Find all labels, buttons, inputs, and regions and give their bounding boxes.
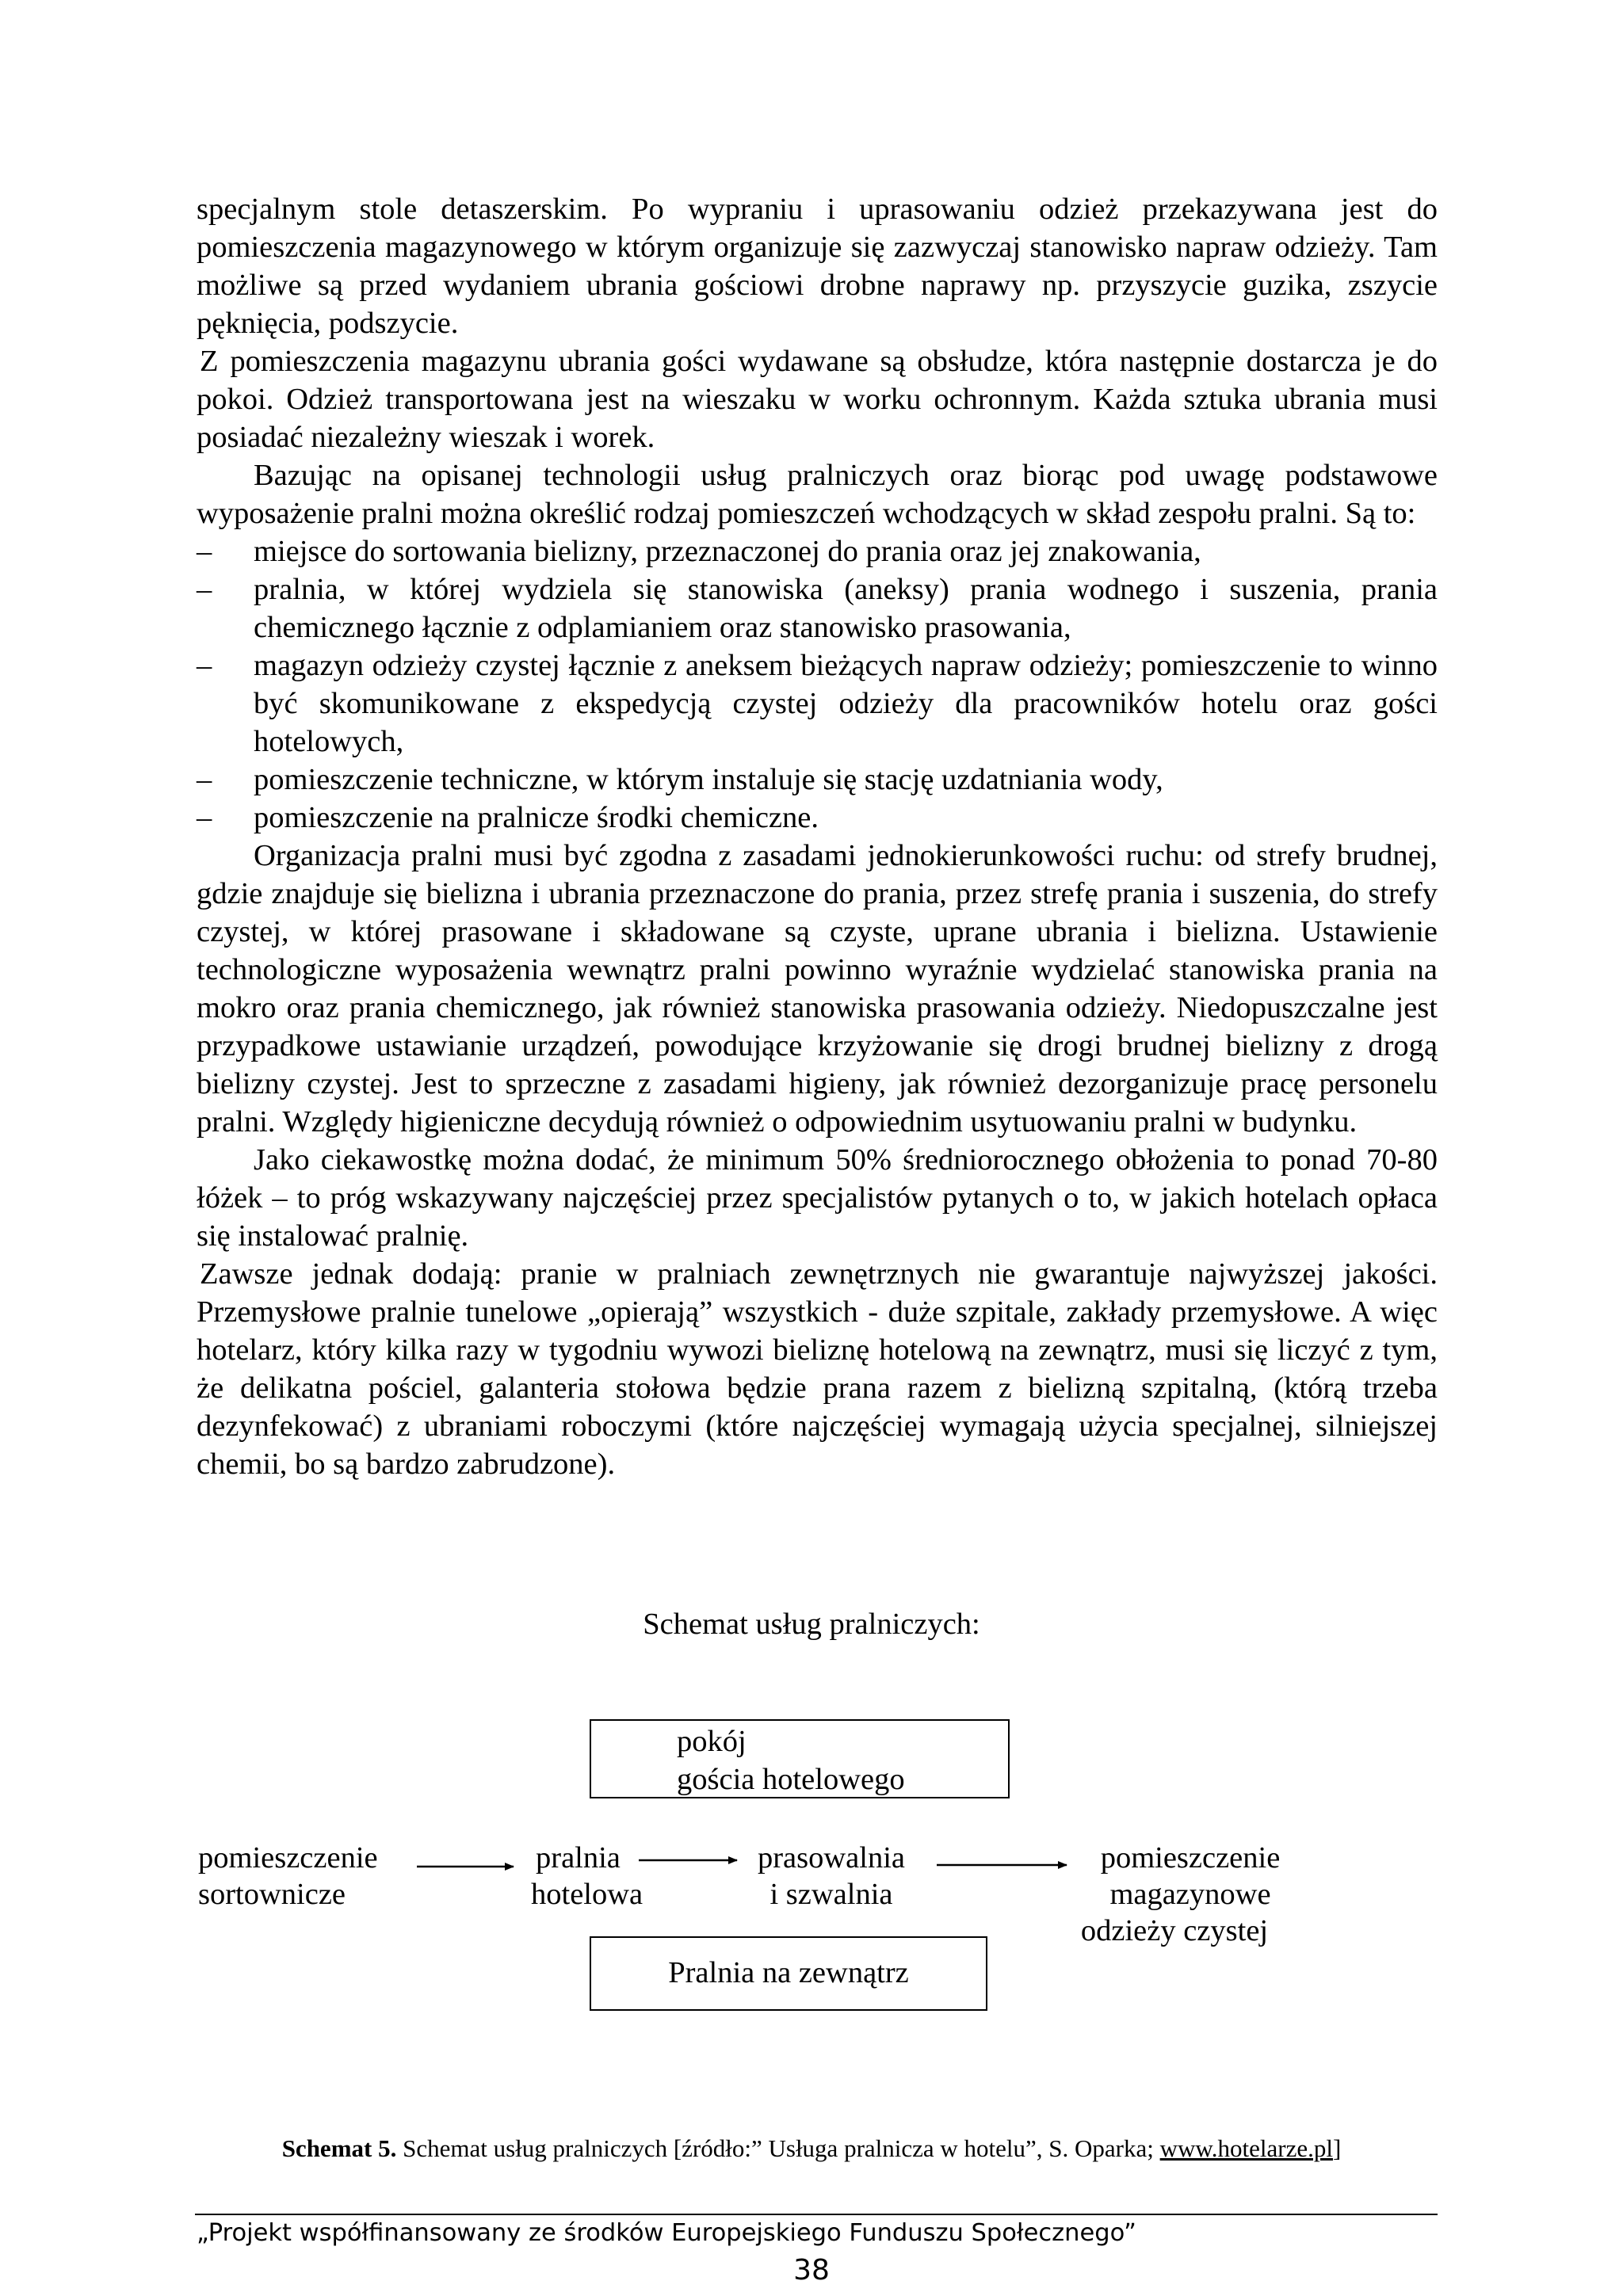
sorting-room-line1: pomieszczenie [198,1841,378,1875]
figure-caption [0,2133,1623,2164]
list-item: – pomieszczenie techniczne, w którym instaluje się stację uzdatniania wody, [197,761,1438,799]
external-laundry-label: Pralnia na zewnątrz [668,1956,909,1989]
body-text [197,190,1438,1483]
hotel-laundry-node [531,1840,643,1913]
paragraph-room-types-intro: Bazując na opisanej technologii usług pralniczych oraz biorąc pod uwagę podstawowe wyposażenie pralni można określić rodzaj pomieszczeń wchodzących w skład zespołu pralni. Są to: [197,459,1438,530]
clean-storage-line3: odzieży czystej [1080,1914,1269,1947]
list-item: – magazyn odzieży czystej łącznie z aneksem bieżących napraw odzieży; pomieszczenie to winno być skomunikowane z ekspedycją czystej odzieży dla pracowników hotelu oraz gości hotelowych, [197,646,1438,761]
footer-divider [195,2214,1438,2215]
guest-room-label-line1: pokój [677,1725,747,1758]
hotel-laundry-line2: hotelowa [531,1878,643,1911]
list-item: – miejsce do sortowania bielizny, przeznaczonej do prania oraz jej znakowania, [197,532,1438,570]
paragraph-external-laundries: Zawsze jednak dodają: pranie w pralniach zewnętrznych nie gwarantuje najwyższej jakości. Przemysłowe pralnie tunelowe „opierają” wszystkich - duże szpitale, zakłady przemysłowe. A więc hotelarz, który kilka razy w tygodniu wywozi bieliznę hotelową na zewnątrz, musi się liczyć z tym, że delikatna pościel, galanteria stołowa będzie prana razem z bielizną szpitalną, (którą trzeba dezynfekować) z ubraniami roboczymi (które najczęściej wymagają użycia specjalnej, silniejszej chemii, bo są bardzo zabrudzone). [197,1257,1438,1481]
scheme-title: Schemat usług pralniczych: [643,1608,980,1641]
caption-label: Schemat 5. [281,2134,397,2162]
ironing-sewing-node [748,1840,915,1913]
dash-bullet: – [197,573,212,606]
clean-storage-line2: magazynowe [1109,1878,1271,1911]
caption-end: ] [1332,2134,1342,2162]
clean-storage-line1: pomieszczenie [1100,1841,1281,1875]
ironing-sewing-line1: prasowalnia [757,1841,905,1875]
dash-bullet: – [197,649,212,682]
list-item: – pralnia, w której wydziela się stanowiska (aneksy) prania wodnego i suszenia, prania chemicznego łącznie z odplamianiem oraz stanowisko prasowania, [197,570,1438,646]
caption-source-link[interactable]: www.hotelarze.pl [1159,2134,1333,2162]
hotel-laundry-line1: pralnia [536,1841,621,1875]
paragraph-continuation: specjalnym stole detaszerskim. Po wypraniu i uprasowaniu odzież przekazywana jest do pomieszczenia magazynowego w którym organizuje się zazwyczaj stanowisko napraw odzieży. Tam możliwe są przed wydaniem ubrania gościowi drobne naprawy np. przyszycie guzika, zszycie pęknięcia, podszycie. [197,193,1438,340]
dash-bullet: – [197,535,212,568]
footer-funding-note: „Projekt współfinansowany ze środków Europejskiego Funduszu Społecznego” [197,2219,1136,2247]
dash-bullet: – [197,763,212,796]
paragraph-storage-delivery: Z pomieszczenia magazynu ubrania gości wydawane są obsłudze, która następnie dostarcza je do pokoi. Odzież transportowana jest na wieszaku w worku ochronnym. Każda sztuka ubrania musi posiadać niezależny wieszak i worek. [197,345,1438,454]
paragraph-curiosity: Jako ciekawostkę można dodać, że minimum 50% średniorocznego obłożenia to ponad 70-80 łóżek – to próg wskazywany najczęściej przez specjalistów pytanych o to, w jakich hotelach opłaca się instalować pralnię. [197,1143,1438,1253]
paragraph-organization: Organizacja pralni musi być zgodna z zasadami jednokierunkowości ruchu: od strefy brudnej, gdzie znajduje się bielizna i ubrania przeznaczone do prania, przez strefę prania i suszenia, do strefy czystej, w której prasowane i składowane są czyste, uprane ubrania i bielizna. Ustawienie technologiczne wyposażenia wewnątrz pralni powinno wyraźnie wydzielać stanowiska prania na mokro oraz prania chemicznego, jak również stanowiska prasowania odzieży. Niedopuszczalne jest przypadkowe ustawianie urządzeń, powodujące krzyżowanie się drogi brudnej bielizny z drogą bielizny czystej. Jest to sprzeczne z zasadami higieny, jak również dezorganizuje pracę personelu pralni. Względy higieniczne decydują również o odpowiednim usytuowaniu pralni w budynku. [197,839,1438,1138]
caption-text: Schemat usług pralniczych [źródło:” Usługa pralnicza w hotelu”, S. Oparka; [396,2134,1160,2162]
dash-bullet: – [197,801,212,834]
external-laundry-box [590,1936,987,2011]
sorting-room-node [198,1840,378,1913]
guest-room-label-line2: gościa hotelowego [677,1763,905,1796]
clean-storage-node [1071,1840,1309,1949]
room-types-list [197,532,1438,837]
list-item: – pomieszczenie na pralnicze środki chemiczne. [197,799,1438,837]
sorting-room-line2: sortownicze [198,1878,346,1911]
page-number: 38 [793,2254,830,2286]
guest-room-box [590,1719,1010,1798]
ironing-sewing-line2: i szwalnia [769,1878,893,1911]
